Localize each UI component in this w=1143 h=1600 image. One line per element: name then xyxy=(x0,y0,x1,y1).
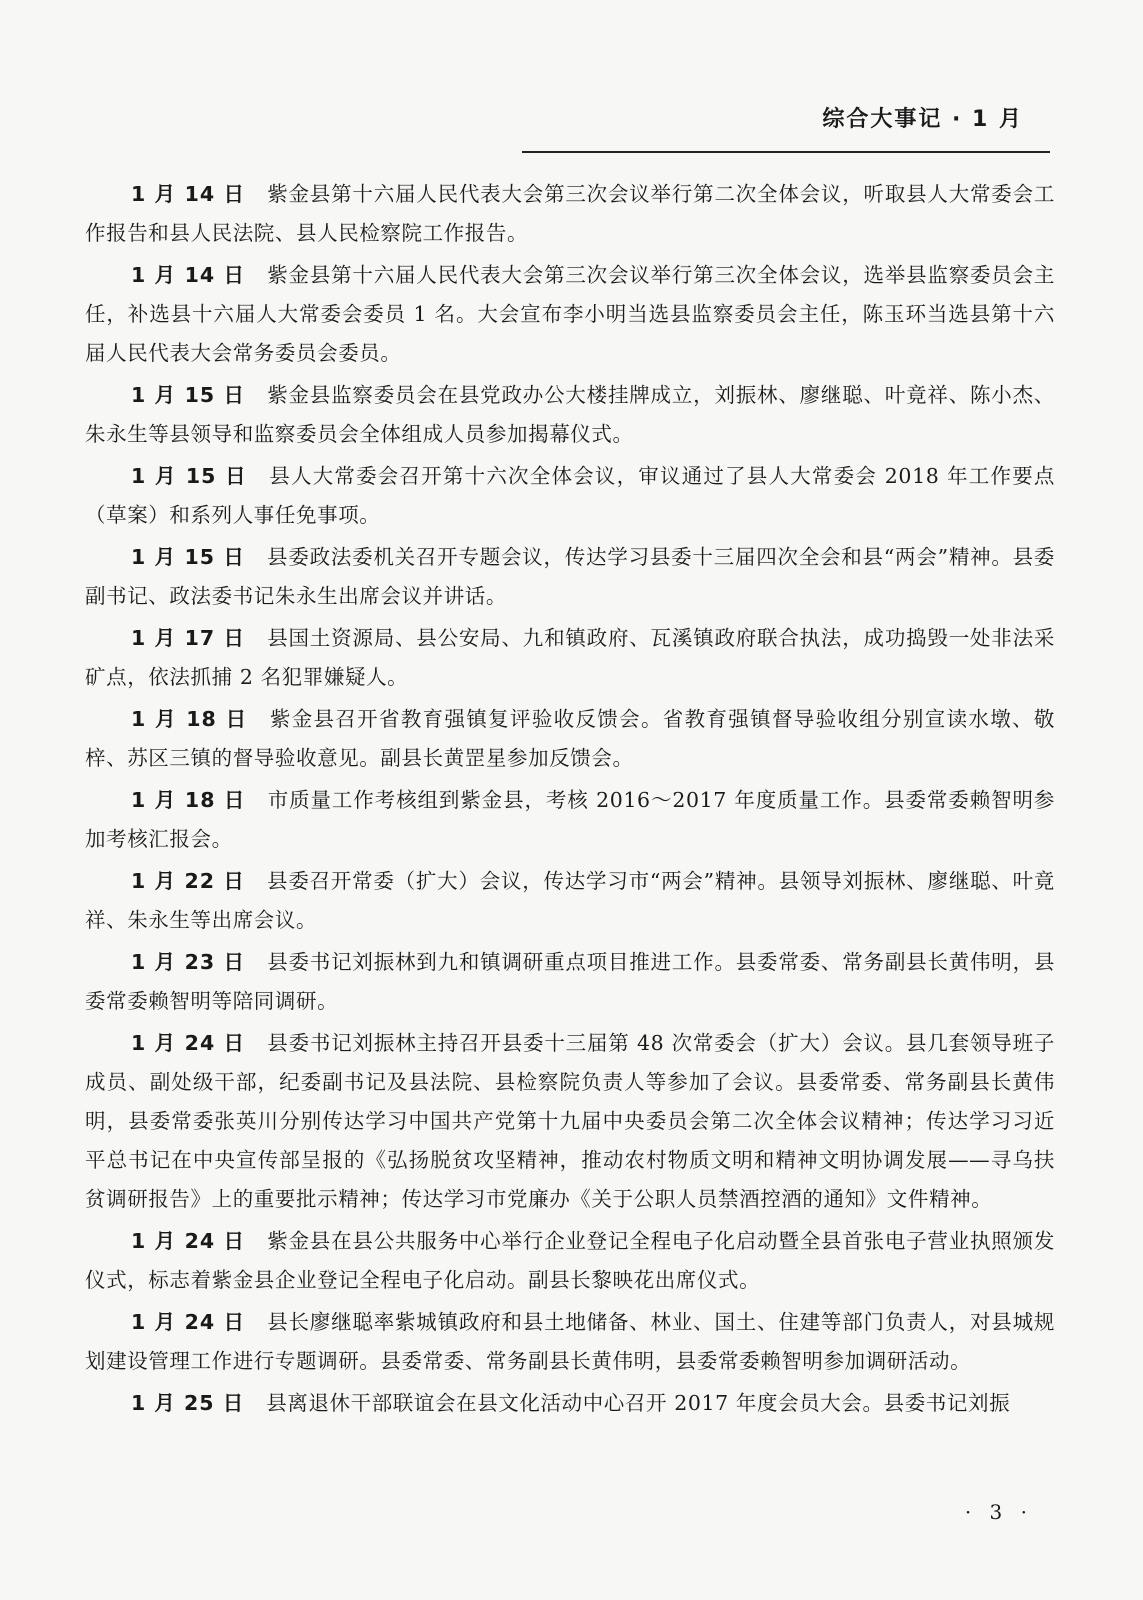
entry xyxy=(85,175,1055,253)
entry xyxy=(85,862,1055,940)
entry-date: 1 月 17 日 xyxy=(131,626,246,650)
entry-date: 1 月 14 日 xyxy=(131,182,246,206)
entry-text: 紫金县第十六届人民代表大会第三次会议举行第三次全体会议，选举县监察委员会主任，补选县十六届人大常委会委员 1 名。大会宣布李小明当选县监察委员会主任，陈玉环当选县第十六届人民代表大会常务委员会委员。 xyxy=(85,263,1056,365)
entry xyxy=(85,1303,1055,1381)
page-number: · 3 · xyxy=(964,1500,1033,1524)
section-header-title: 综合大事记 · 1 月 xyxy=(822,107,1023,132)
entry-text: 紫金县第十六届人民代表大会第三次会议举行第二次全体会议，听取县人大常委会工作报告和县人民法院、县人民检察院工作报告。 xyxy=(85,182,1056,245)
entry xyxy=(85,1024,1055,1219)
entry-date: 1 月 24 日 xyxy=(131,1229,246,1253)
entry xyxy=(85,619,1055,697)
entry-text: 紫金县召开省教育强镇复评验收反馈会。省教育强镇督导验收组分别宣读水墩、敬梓、苏区三镇的督导验收意见。副县长黄罡星参加反馈会。 xyxy=(85,707,1055,770)
entry-date: 1 月 23 日 xyxy=(131,950,246,974)
entry-text: 紫金县监察委员会在县党政办公大楼挂牌成立，刘振林、廖继聪、叶竟祥、陈小杰、朱永生等县领导和监察委员会全体组成人员参加揭幕仪式。 xyxy=(85,383,1056,446)
entry xyxy=(85,781,1055,859)
entry-text: 县长廖继聪率紫城镇政府和县土地储备、林业、国土、住建等部门负责人，对县城规划建设管理工作进行专题调研。县委常委、常务副县长黄伟明，县委常委赖智明参加调研活动。 xyxy=(85,1310,1056,1373)
entry-date: 1 月 24 日 xyxy=(131,1031,246,1055)
entry-text: 县国土资源局、县公安局、九和镇政府、瓦溪镇政府联合执法，成功捣毁一处非法采矿点，依法抓捕 2 名犯罪嫌疑人。 xyxy=(85,626,1056,689)
entry-date: 1 月 25 日 xyxy=(131,1391,245,1415)
entry xyxy=(85,457,1055,535)
entry xyxy=(85,538,1055,616)
entry xyxy=(85,1384,1055,1423)
entry-text: 县人大常委会召开第十六次全体会议，审议通过了县人大常委会 2018 年工作要点（草案）和系列人事任免事项。 xyxy=(85,464,1056,527)
entry-text: 市质量工作考核组到紫金县，考核 2016～2017 年度质量工作。县委常委赖智明参加考核汇报会。 xyxy=(85,788,1055,851)
chronicle-body xyxy=(85,175,1055,1426)
entry-text: 县离退休干部联谊会在县文化活动中心召开 2017 年度会员大会。县委书记刘振 xyxy=(266,1391,1011,1415)
entry xyxy=(85,1222,1055,1300)
entry-date: 1 月 15 日 xyxy=(131,545,246,569)
entry xyxy=(85,376,1055,454)
entry xyxy=(85,700,1055,778)
entry-date: 1 月 18 日 xyxy=(131,707,248,731)
entry-text: 县委书记刘振林到九和镇调研重点项目推进工作。县委常委、常务副县长黄伟明，县委常委赖智明等陪同调研。 xyxy=(85,950,1056,1013)
entry xyxy=(85,943,1055,1021)
entry-text: 县委政法委机关召开专题会议，传达学习县委十三届四次全会和县“两会”精神。县委副书记、政法委书记朱永生出席会议并讲话。 xyxy=(85,545,1055,608)
entry-text: 县委召开常委（扩大）会议，传达学习市“两会”精神。县领导刘振林、廖继聪、叶竟祥、朱永生等出席会议。 xyxy=(85,869,1055,932)
entry xyxy=(85,256,1055,373)
entry-text: 紫金县在县公共服务中心举行企业登记全程电子化启动暨全县首张电子营业执照颁发仪式，标志着紫金县企业登记全程电子化启动。副县长黎映花出席仪式。 xyxy=(85,1229,1056,1292)
entry-date: 1 月 15 日 xyxy=(131,383,246,407)
entry-date: 1 月 15 日 xyxy=(131,464,248,488)
header-rule xyxy=(522,151,1050,153)
entry-date: 1 月 14 日 xyxy=(131,263,246,287)
entry-date: 1 月 22 日 xyxy=(131,869,246,893)
entry-date: 1 月 24 日 xyxy=(131,1310,246,1334)
entry-text: 县委书记刘振林主持召开县委十三届第 48 次常委会（扩大）会议。县几套领导班子成员、副处级干部，纪委副书记及县法院、县检察院负责人等参加了会议。县委常委、常务副县长黄伟明，县委常委张英川分别传达学习中国共产党第十九届中央委员会第二次全体会议精神；传达学习习近平总书记在中央宣传部呈报的《弘扬脱贫攻坚精神，推动农村物质文明和精神文明协调发展——寻乌扶贫调研报告》上的重要批示精神；传达学习市党廉办《关于公职人员禁酒控酒的通知》文件精神。 xyxy=(85,1031,1056,1211)
entry-date: 1 月 18 日 xyxy=(131,788,246,812)
